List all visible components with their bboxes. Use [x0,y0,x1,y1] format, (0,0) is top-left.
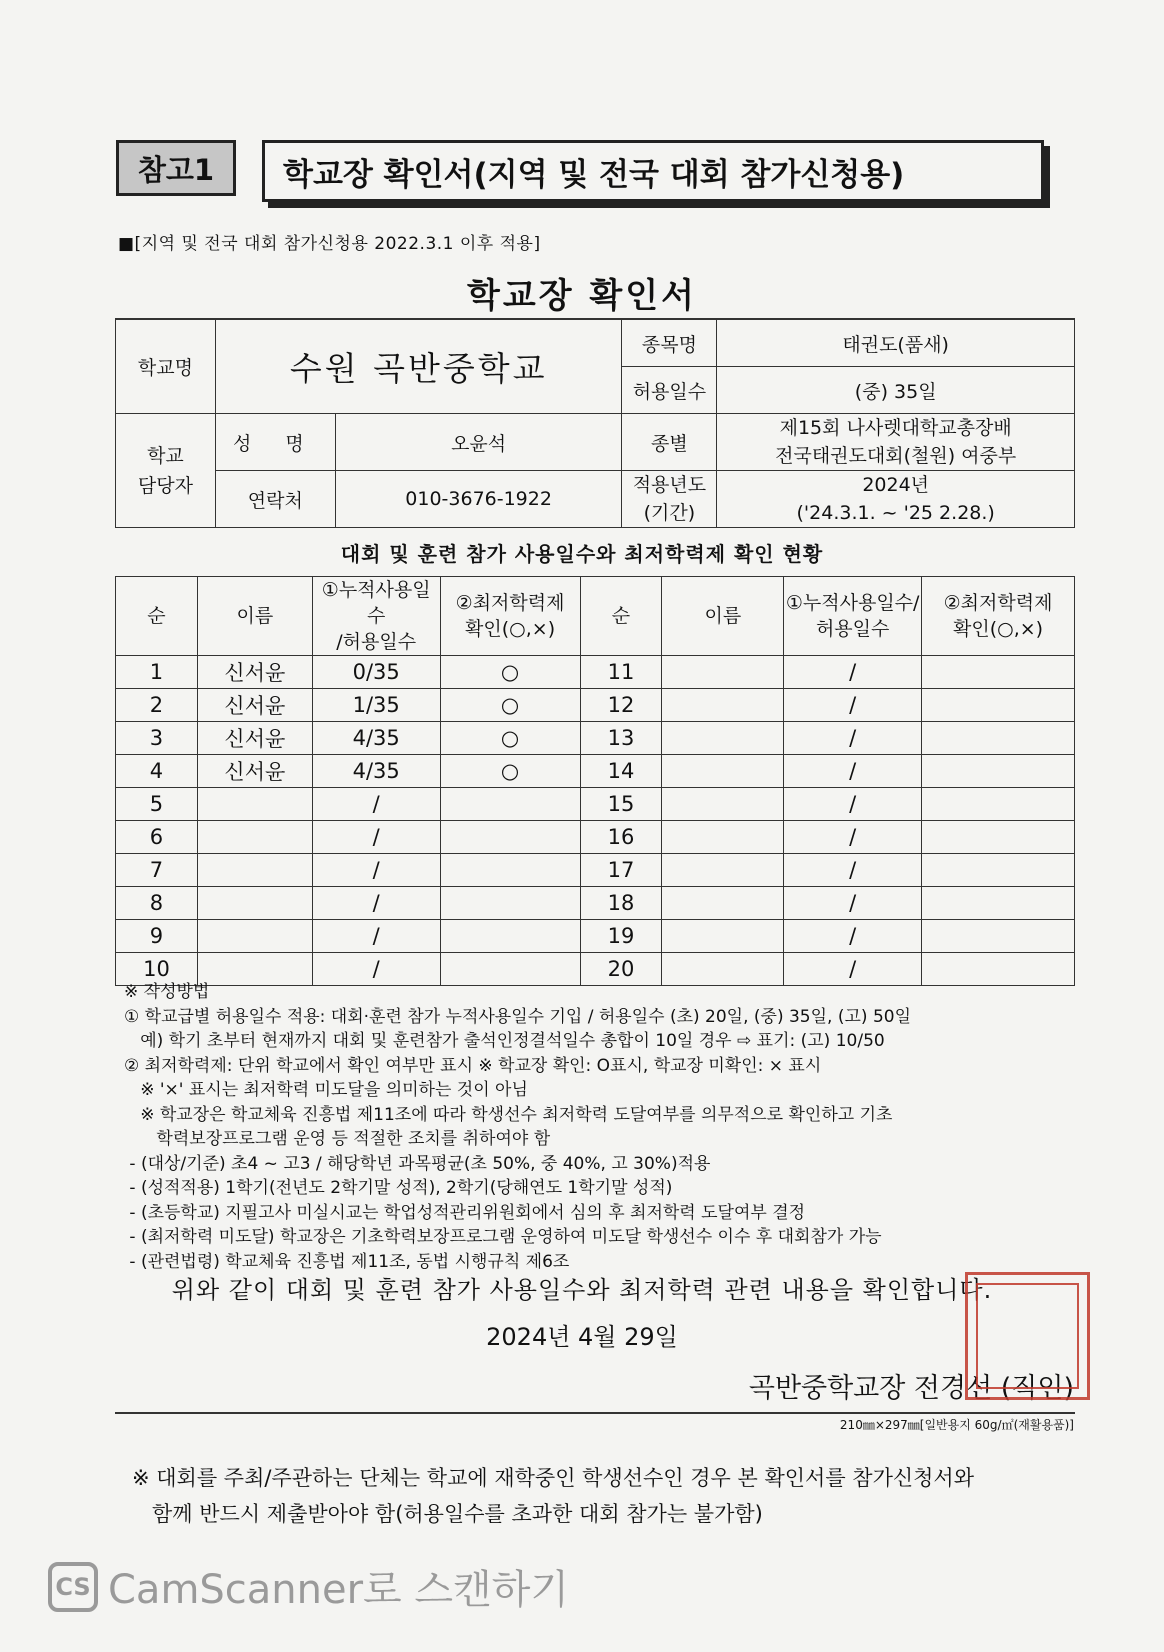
header-days-right-line2: 허용일수 [815,618,890,640]
writing-method [124,980,911,1274]
method-line: - (초등학교) 지필고사 미실시교는 학업성적관리위원회에서 심의 후 최저학력 도달여부 결정 [124,1202,806,1223]
issue-date: 2024년 4월 29일 [486,1323,678,1351]
row-days-right: / [784,887,922,920]
row-name [197,854,312,887]
row-no-right: 14 [580,755,662,788]
header-title: 학교장 확인서(지역 및 전국 대회 참가신청용) [262,140,1044,202]
sport-label: 종목명 [622,319,717,367]
footnote-line1: ※ 대회를 주최/주관하는 단체는 학교에 재학중인 학생선수인 경우 본 확인서를 참가신청서와 [132,1466,975,1490]
year-value-line1: 2024년 [862,474,930,496]
row-name-right [662,755,784,788]
row-check: ○ [440,755,580,788]
row-no-right: 13 [580,722,662,755]
usage-row [116,854,1075,887]
row-days-right: / [784,920,922,953]
reference-label: 참고1 [116,140,236,196]
usage-row [116,887,1075,920]
method-line: 학력보장프로그램 운영 등 적절한 조치를 취하여야 함 [124,1129,551,1149]
method-line: - (성적적용) 1학기(전년도 2학기말 성적), 2학기(당해연도 1학기말 성적) [124,1178,673,1198]
row-days-right: / [784,821,922,854]
method-line: - (최저학력 미도달) 학교장은 기초학력보장프로그램 운영하여 미도달 학생선수 이수 후 대회참가 가능 [124,1227,882,1247]
row-no-right: 12 [580,689,662,722]
year-label-line1: 적용년도 [632,474,707,496]
row-no-right: 18 [580,887,662,920]
row-no-right: 15 [580,788,662,821]
row-days: 0/35 [312,656,440,689]
row-check [440,821,580,854]
row-no: 5 [116,788,198,821]
row-name: 신서윤 [197,755,312,788]
school-value: 수원 곡반중학교 [215,319,622,414]
usage-row [116,656,1075,689]
info-table [115,318,1075,528]
row-no: 3 [116,722,198,755]
year-label-line2: (기간) [643,502,696,524]
header-check-right-line2: 확인(○,×) [953,618,1044,640]
header-check-line2: 확인(○,×) [465,618,556,640]
row-no-right: 19 [580,920,662,953]
row-days-right: / [784,854,922,887]
row-no-right: 17 [580,854,662,887]
row-no: 8 [116,887,198,920]
row-days: / [312,887,440,920]
row-check [440,788,580,821]
name-value: 오윤석 [335,414,622,471]
row-days: 1/35 [312,689,440,722]
row-name-right [662,656,784,689]
row-days-right: / [784,755,922,788]
method-line: ② 최저학력제: 단위 학교에서 확인 여부만 표시 ※ 학교장 확인: O표시, 학교장 미확인: × 표시 [124,1055,822,1076]
header-days-line2: /허용일수 [336,631,417,653]
row-check: ○ [440,689,580,722]
event-label: 종별 [622,414,717,471]
header-no-right: 순 [580,577,662,656]
header-no: 순 [116,577,198,656]
row-days: 4/35 [312,755,440,788]
row-check [440,920,580,953]
row-no-right: 11 [580,656,662,689]
row-days-right: / [784,953,922,986]
row-days: / [312,854,440,887]
row-no: 9 [116,920,198,953]
method-line: ① 학교급별 허용일수 적용: 대회·훈련 참가 누적사용일수 기입 / 허용일수 (초) 20일, (중) 35일, (고) 50일 [124,1006,912,1027]
camscanner-text: CamScanner로 스캔하기 [108,1567,569,1613]
header-name-right: 이름 [662,577,784,656]
row-no: 4 [116,755,198,788]
usage-row [116,755,1075,788]
row-name [197,788,312,821]
usage-row [116,920,1075,953]
confirmation-statement: 위와 같이 대회 및 훈련 참가 사용일수와 최저학력 관련 내용을 확인합니다. [171,1276,993,1304]
row-check: ○ [440,722,580,755]
allowed-days-value: (중) 35일 [717,367,1075,414]
header-check-line1: ②최저학력제 [455,592,565,614]
row-no: 1 [116,656,198,689]
manager-label: 학교 담당자 [116,414,216,528]
row-no-right: 16 [580,821,662,854]
row-days: / [312,821,440,854]
row-check-right [922,788,1075,821]
header-check-right-line1: ②최저학력제 [943,592,1053,614]
row-name: 신서윤 [197,722,312,755]
row-check-right [922,821,1075,854]
school-label: 학교명 [116,319,216,414]
application-note: ■[지역 및 전국 대회 참가신청용 2022.3.1 이후 적용] [118,234,541,254]
row-no: 6 [116,821,198,854]
footnote [132,1460,974,1532]
row-name: 신서윤 [197,689,312,722]
row-name-right [662,689,784,722]
sport-value: 태권도(품새) [717,319,1075,367]
year-value-line2: ('24.3.1. ~ '25 2.28.) [796,502,995,524]
row-check [440,854,580,887]
usage-subtitle: 대회 및 훈련 참가 사용일수와 최저학력제 확인 현황 [340,542,824,566]
row-check-right [922,656,1075,689]
row-name-right [662,821,784,854]
official-seal-stamp [965,1272,1090,1400]
row-days-right: / [784,656,922,689]
row-name: 신서윤 [197,656,312,689]
row-days-right: / [784,722,922,755]
usage-row [116,821,1075,854]
row-check-right [922,887,1075,920]
row-check-right [922,689,1075,722]
header-name: 이름 [197,577,312,656]
row-check-right [922,854,1075,887]
row-no: 10 [116,953,198,986]
row-no: 2 [116,689,198,722]
usage-header-row [116,577,1075,656]
allowed-days-label: 허용일수 [622,367,717,414]
row-name-right [662,854,784,887]
row-check-right [922,755,1075,788]
paper-spec: 210㎜×297㎜[일반용지 60g/㎡(재활용품)] [839,1418,1074,1432]
usage-row [116,689,1075,722]
row-check [440,887,580,920]
row-name [197,920,312,953]
usage-row [116,722,1075,755]
method-line: 예) 학기 초부터 현재까지 대회 및 훈련참가 출석인정결석일수 총합이 10일 경우 ⇨ 표기: (고) 10/50 [124,1031,885,1051]
row-name-right [662,788,784,821]
row-name-right [662,887,784,920]
row-check-right [922,953,1075,986]
footnote-line2: 함께 반드시 제출받아야 함(허용일수를 초과한 대회 참가는 불가함) [132,1502,763,1526]
camscanner-watermark [48,1558,569,1615]
row-name-right [662,920,784,953]
row-check-right [922,920,1075,953]
usage-row [116,788,1075,821]
method-line: ※ '×' 표시는 최저학력 미도달을 의미하는 것이 아님 [124,1080,528,1100]
row-name [197,821,312,854]
contact-value: 010-3676-1922 [335,471,622,528]
row-name [197,887,312,920]
row-check-right [922,722,1075,755]
divider [115,1412,1075,1414]
principal-signature: 곡반중학교장 전경선 (직인) [748,1373,1074,1404]
contact-label: 연락처 [215,471,335,528]
header-days-line1: ①누적사용일수 [321,579,431,627]
row-days: 4/35 [312,722,440,755]
row-days-right: / [784,689,922,722]
row-days-right: / [784,788,922,821]
usage-table [115,576,1075,986]
method-line: ※ 작성방법 [124,982,210,1002]
event-value-line1: 제15회 나사렛대학교총장배 [779,417,1012,439]
method-line: - (관련법령) 학교체육 진흥법 제11조, 동법 시행규칙 제6조 [124,1251,570,1272]
row-days: / [312,953,440,986]
header-days-right-line1: ①누적사용일수/ [785,592,920,614]
row-check: ○ [440,656,580,689]
row-days: / [312,920,440,953]
row-name-right [662,722,784,755]
document-title: 학교장 확인서 [467,276,697,316]
camscanner-logo-icon: CS [48,1562,98,1612]
row-no-right: 20 [580,953,662,986]
row-no: 7 [116,854,198,887]
method-line: ※ 학교장은 학교체육 진흥법 제11조에 따라 학생선수 최저학력 도달여부를 의무적으로 확인하고 기초 [124,1104,893,1125]
event-value-line2: 전국태권도대회(철원) 여중부 [775,445,1017,467]
name-label: 성 명 [215,414,335,471]
row-days: / [312,788,440,821]
method-line: - (대상/기준) 초4 ~ 고3 / 해당학년 과목평균(초 50%, 중 40%, 고 30%)적용 [124,1153,711,1174]
